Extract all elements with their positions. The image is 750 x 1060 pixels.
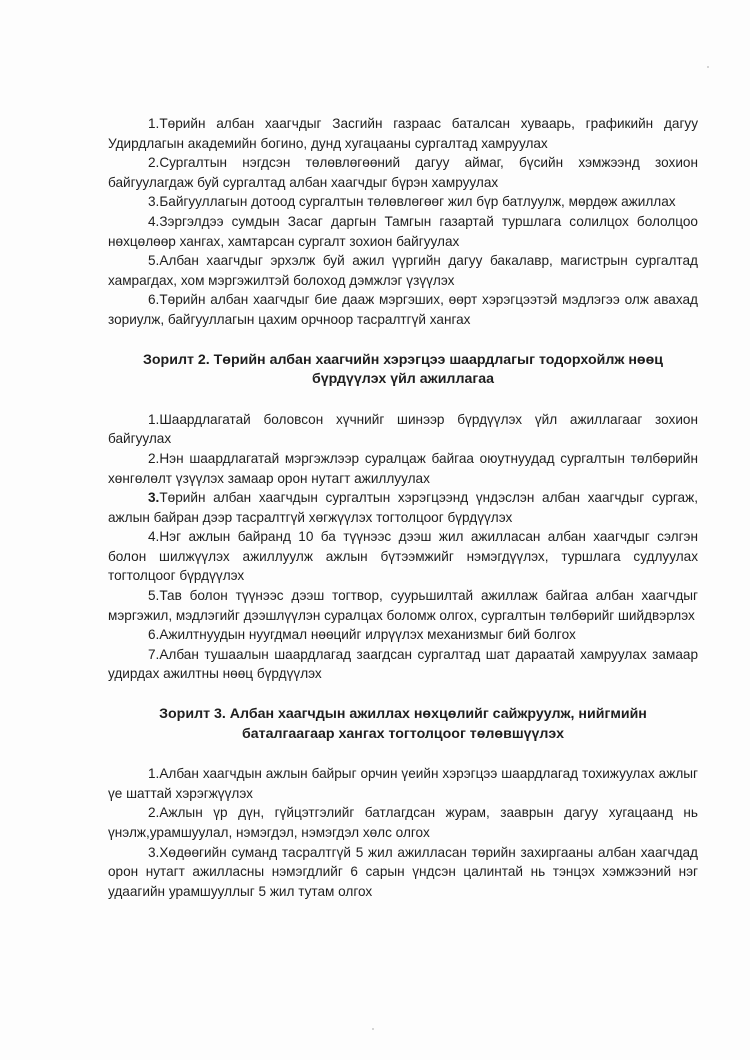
paragraph: 4.Нэг ажлын байранд 10 ба түүнээс дээш жил ажилласан албан хаагчдыг сэлгэн болон шилжүүлэх ажиллуулж ажлын бүтээмжийг нэмэгдүүлэх, туршлага судлуулах тогтолцоог бүрдүүлэх <box>108 529 698 584</box>
paragraph: 5.Албан хаагчдыг эрхэлж буй ажил үүргийн дагуу бакалавр, магистрын сургалтад хамрагдах, хом мэргэжилтэй болоход дэмжлэг үзүүлэх <box>108 253 698 288</box>
paragraph: 3.Байгууллагын дотоод сургалтын төлөвлөгөөг жил бүр батлуулж, мөрдөж ажиллах <box>148 194 676 210</box>
section-2 <box>108 410 698 684</box>
paragraph: 4.Зэргэлдээ сумдын Засаг даргын Тамгын газартай туршлага солилцох бололцоо нөхцөлөөр хангах, хамтарсан сургалт зохион байгуулах <box>108 213 698 249</box>
paragraph: 7.Албан тушаалын шаардлагад заагдсан сургалтад шат дараатай хамруулах замаар удирдах ажилтны нөөц бүрдүүлэх <box>108 646 698 682</box>
section-2-heading: Зорилт 2. Төрийн албан хаагчийн хэрэгцээ шаардлагыг тодорхойлж нөөц бүрдүүлэх үйл ажиллагаа <box>143 351 663 388</box>
paragraph <box>108 488 698 527</box>
paragraph: 6.Ажилтнуудын нуугдмал нөөцийг илрүүлэх механизмыг бий болгох <box>148 627 576 643</box>
paragraph: 2.Сургалтын нэгдсэн төлөвлөгөөний дагуу аймаг, бүсийн хэмжээнд зохион байгуулагдаж буй сургалтад албан хаагчдыг бүрэн хамруулах <box>108 155 698 190</box>
document-body <box>108 114 698 901</box>
paragraph: 6.Төрийн албан хаагчдыг бие дааж мэргэших, өөрт хэрэгцээтэй мэдлэгээ олж авахад зориулж, байгууллагын цахим орчноор тасралтгүй хангах <box>108 292 698 327</box>
paragraph: 2.Нэн шаардлагатай мэргэжлээр суралцаж байгаа оюутнуудад сургалтын төлбөрийн хөнгөлөлт үзүүлэх замаар орон нутагт ажиллуулах <box>108 450 698 486</box>
item-number-bold: 3. <box>148 490 160 506</box>
section-3 <box>108 764 698 901</box>
paragraph: 1.Албан хаагчдын ажлын байрыг орчин үеийн хэрэгцээ шаардлагад тохижуулах ажлыг үе шаттай хэрэгжүүлэх <box>108 766 698 801</box>
scan-speck <box>372 1028 374 1030</box>
paragraph: 2.Ажлын үр дүн, гүйцэтгэлийг батлагдсан журам, зааврын дагуу хугацаанд нь үнэлж,урамшуулал, нэмэгдэл, нэмэгдэл хөлс олгох <box>108 805 698 840</box>
item-text: Төрийн албан хаагчдын сургалтын хэрэгцээнд үндэслэн албан хаагчдыг сургаж, ажлын байран дээр тасралтгүй хөгжүүлэх тогтолцоог бүрдүүлэх <box>108 490 698 525</box>
section-1 <box>108 114 698 330</box>
paragraph: 1.Шаардлагатай боловсон хүчнийг шинээр бүрдүүлэх үйл ажиллагааг зохион байгуулах <box>108 411 698 447</box>
paragraph: 1.Төрийн албан хаагчдыг Засгийн газраас баталсан хуваарь, графикийн дагуу Удирдлагын академийн богино, дунд хугацааны сургалтад хамруулах <box>108 116 698 151</box>
paragraph: 5.Тав болон түүнээс дээш тогтвор, суурьшилтай ажиллаж байгаа албан хаагчдыг мэргэжил, мэдлэгийг дээшлүүлэн суралцах боломж олгох, сургалтын төлбөрийг шийдвэрлэх <box>108 588 698 623</box>
scan-speck <box>707 66 709 68</box>
section-3-heading: Зорилт 3. Албан хаагчдын ажиллах нөхцөлийг сайжруулж, нийгмийн баталгаагаар хангах тогтолцоог төлөвшүүлэх <box>159 706 647 742</box>
paragraph: 3.Хөдөөгийн суманд тасралтгүй 5 жил ажилласан төрийн захиргааны албан хаагчдад орон нутагт ажилласны нэмэгдлийг 6 сарын үндсэн цалинтай нь тэнцэх хэмжээний нэг удаагийн урамшууллыг 5 жил тутам олгох <box>108 844 698 899</box>
